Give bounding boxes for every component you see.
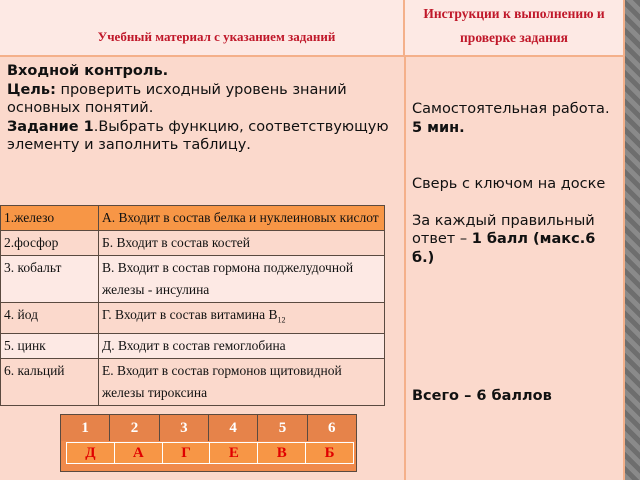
table-row xyxy=(1,358,385,405)
function-text: Г. Входит в состав витамина B xyxy=(102,307,278,322)
element-cell: 6. кальций xyxy=(1,358,99,405)
answer-cell: В xyxy=(258,443,306,463)
goal-label: Цель: xyxy=(7,81,56,98)
number-cell: 6 xyxy=(328,420,336,436)
total-score: Всего – 6 баллов xyxy=(412,388,552,404)
answer-cell: Б xyxy=(324,445,335,461)
instruction-time: 5 мин. xyxy=(412,119,465,136)
number-cell: 1 xyxy=(61,415,110,441)
element-cell: 3. кобальт xyxy=(1,256,99,303)
scrollbar-strip xyxy=(625,0,640,480)
number-cell: 3 xyxy=(160,415,209,441)
function-cell: А. Входит в состав белка и нуклеиновых кислот xyxy=(99,206,385,231)
answer-cell: Е xyxy=(210,443,258,463)
function-cell: Б. Входит в состав костей xyxy=(99,231,385,256)
task-label: Задание 1 xyxy=(7,118,94,135)
function-cell: В. Входит в состав гормона поджелудочной железы - инсулина xyxy=(99,256,385,303)
right-column-header xyxy=(405,0,625,57)
function-cell: Д. Входит в состав гемоглобина xyxy=(99,333,385,358)
task-description xyxy=(7,62,402,155)
element-cell: 4. йод xyxy=(1,303,99,334)
left-header-text: Учебный материал с указанием заданий xyxy=(97,29,336,44)
function-cell xyxy=(99,303,385,334)
instruction-score-bold: 1 балл (макс.6 б.) xyxy=(412,231,596,266)
right-header-text: Инструкции к выполнению и проверке задания xyxy=(423,6,605,45)
instruction-score: За каждый правильный ответ – xyxy=(412,212,595,247)
number-cell: 5 xyxy=(258,415,307,441)
table-row xyxy=(1,256,385,303)
title: Входной контроль. xyxy=(7,63,169,79)
number-cell: 2 xyxy=(110,415,159,441)
answer-cell: А xyxy=(115,443,163,463)
function-cell: Е. Входит в состав гормонов щитовидной железы тироксина xyxy=(99,358,385,405)
table-row xyxy=(1,303,385,334)
task-text: .Выбрать функцию, соответствующую элементу и заполнить таблицу. xyxy=(7,118,389,153)
subscript: 12 xyxy=(277,315,286,325)
instructions xyxy=(412,100,622,406)
matching-table xyxy=(0,205,385,406)
answer-grid xyxy=(60,414,357,472)
element-cell: 2.фосфор xyxy=(1,231,99,256)
column-divider xyxy=(404,57,406,480)
element-cell: 5. цинк xyxy=(1,333,99,358)
instruction-check: Сверь с ключом на доске xyxy=(412,176,606,192)
instruction-work: Самостоятельная работа. xyxy=(412,101,610,117)
answer-cell: Д xyxy=(67,443,115,463)
table-row xyxy=(1,333,385,358)
table-row xyxy=(1,231,385,256)
table-row xyxy=(1,206,385,231)
goal-text: проверить исходный уровень знаний основных понятий. xyxy=(7,81,347,116)
element-cell: 1.железо xyxy=(1,206,99,231)
left-column-header xyxy=(0,0,405,57)
answer-cell: Г xyxy=(163,443,211,463)
number-cell: 4 xyxy=(209,415,258,441)
